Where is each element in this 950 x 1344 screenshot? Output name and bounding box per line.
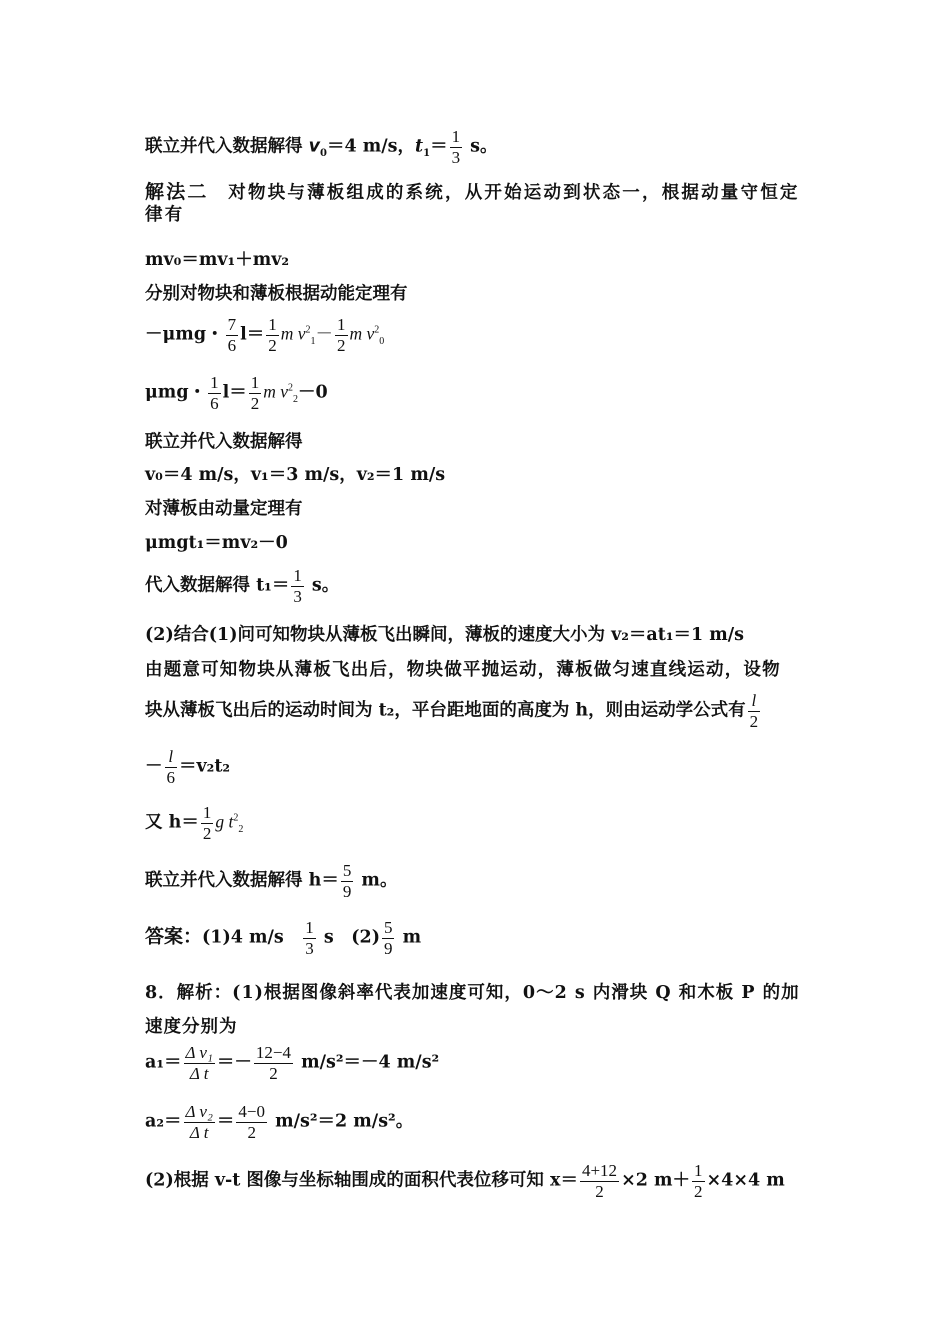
line-20: a₁＝ $\frac{\text{Δ v₁}}{\text{Δ t}}$ ＝－ $\frac{12-4}{2}$ m/s²＝－4 m/s² (145, 1043, 440, 1083)
line-22: (2)根据 v-t 图像与坐标轴围成的面积代表位移可知 x＝ $\frac{4+12}{2}$ ×2 m＋ $\frac{1}{2}$ ×4×4 m (145, 1161, 785, 1201)
line-6: μmg・ $\frac{1}{6}$ l＝ $\frac{1}{2}$ m $v^2_2-0$ (145, 373, 328, 413)
line-5: －μmg・ $\frac{7}{6}$ l＝ $\frac{1}{2}$ m $v^2_1-$ $\frac{1}{2}$ m $v^2_0$ (145, 315, 385, 355)
line-4: 分别对物块和薄板根据动能定理有 (145, 284, 408, 304)
line-21: a₂＝ $\frac{\text{Δ v₂}}{\text{Δ t}}$ ＝ $\frac{4-0}{2}$ m/s²＝2 m/s²。 (145, 1102, 414, 1142)
line-7: 联立并代入数据解得 (145, 432, 303, 452)
line-17: 联立并代入数据解得 h＝ $\frac{5}{9}$ m。 (145, 861, 398, 901)
line-2: 解法二 对物块与薄板组成的系统，从开始运动到状态一，根据动量守恒定律有 (145, 181, 800, 225)
line-15: － $\frac{l}{6}$ ＝v₂t₂ (145, 747, 231, 787)
line-11: 代入数据解得 t₁＝ $\frac{1}{3}$ s。 (145, 566, 340, 606)
line-9: 对薄板由动量定理有 (145, 499, 303, 519)
fraction: $\frac{1}{3}$ (451, 127, 461, 167)
line-10: μmgt₁＝mv₂－0 (145, 533, 288, 553)
line-3: mv₀＝mv₁＋mv₂ (145, 250, 290, 270)
answer-line: 答案：(1)4 m/s $\frac{1}{3}$ s (2) $\frac{5}{9}$ m (145, 918, 422, 958)
line-16: 又 h＝ $\frac{1}{2}$ g $t^2_2$ (145, 803, 244, 843)
line-19: 8．解析：(1)根据图像斜率代表加速度可知，0～2 s 内滑块 Q 和木板 P 的加速度分别为 (145, 983, 800, 1038)
method-heading: 解法二 (145, 181, 209, 203)
line-12: (2)结合(1)问可知物块从薄板飞出瞬间，薄板的速度大小为 v₂＝at₁＝1 m/s (145, 625, 745, 645)
line-13: 由题意可知物块从薄板飞出后，物块做平抛运动，薄板做匀速直线运动，设物 (145, 660, 781, 680)
line-1: 联立并代入数据解得 $v_0=4$ m/s，$t_1=$ $\frac{1}{3}$ s。 (145, 127, 498, 167)
line-14: 块从薄板飞出后的运动时间为 t₂，平台距地面的高度为 h，则由运动学公式有 $\frac{l}{2}$ (145, 691, 759, 731)
line-8: v₀＝4 m/s，v₁＝3 m/s，v₂＝1 m/s (145, 465, 446, 485)
